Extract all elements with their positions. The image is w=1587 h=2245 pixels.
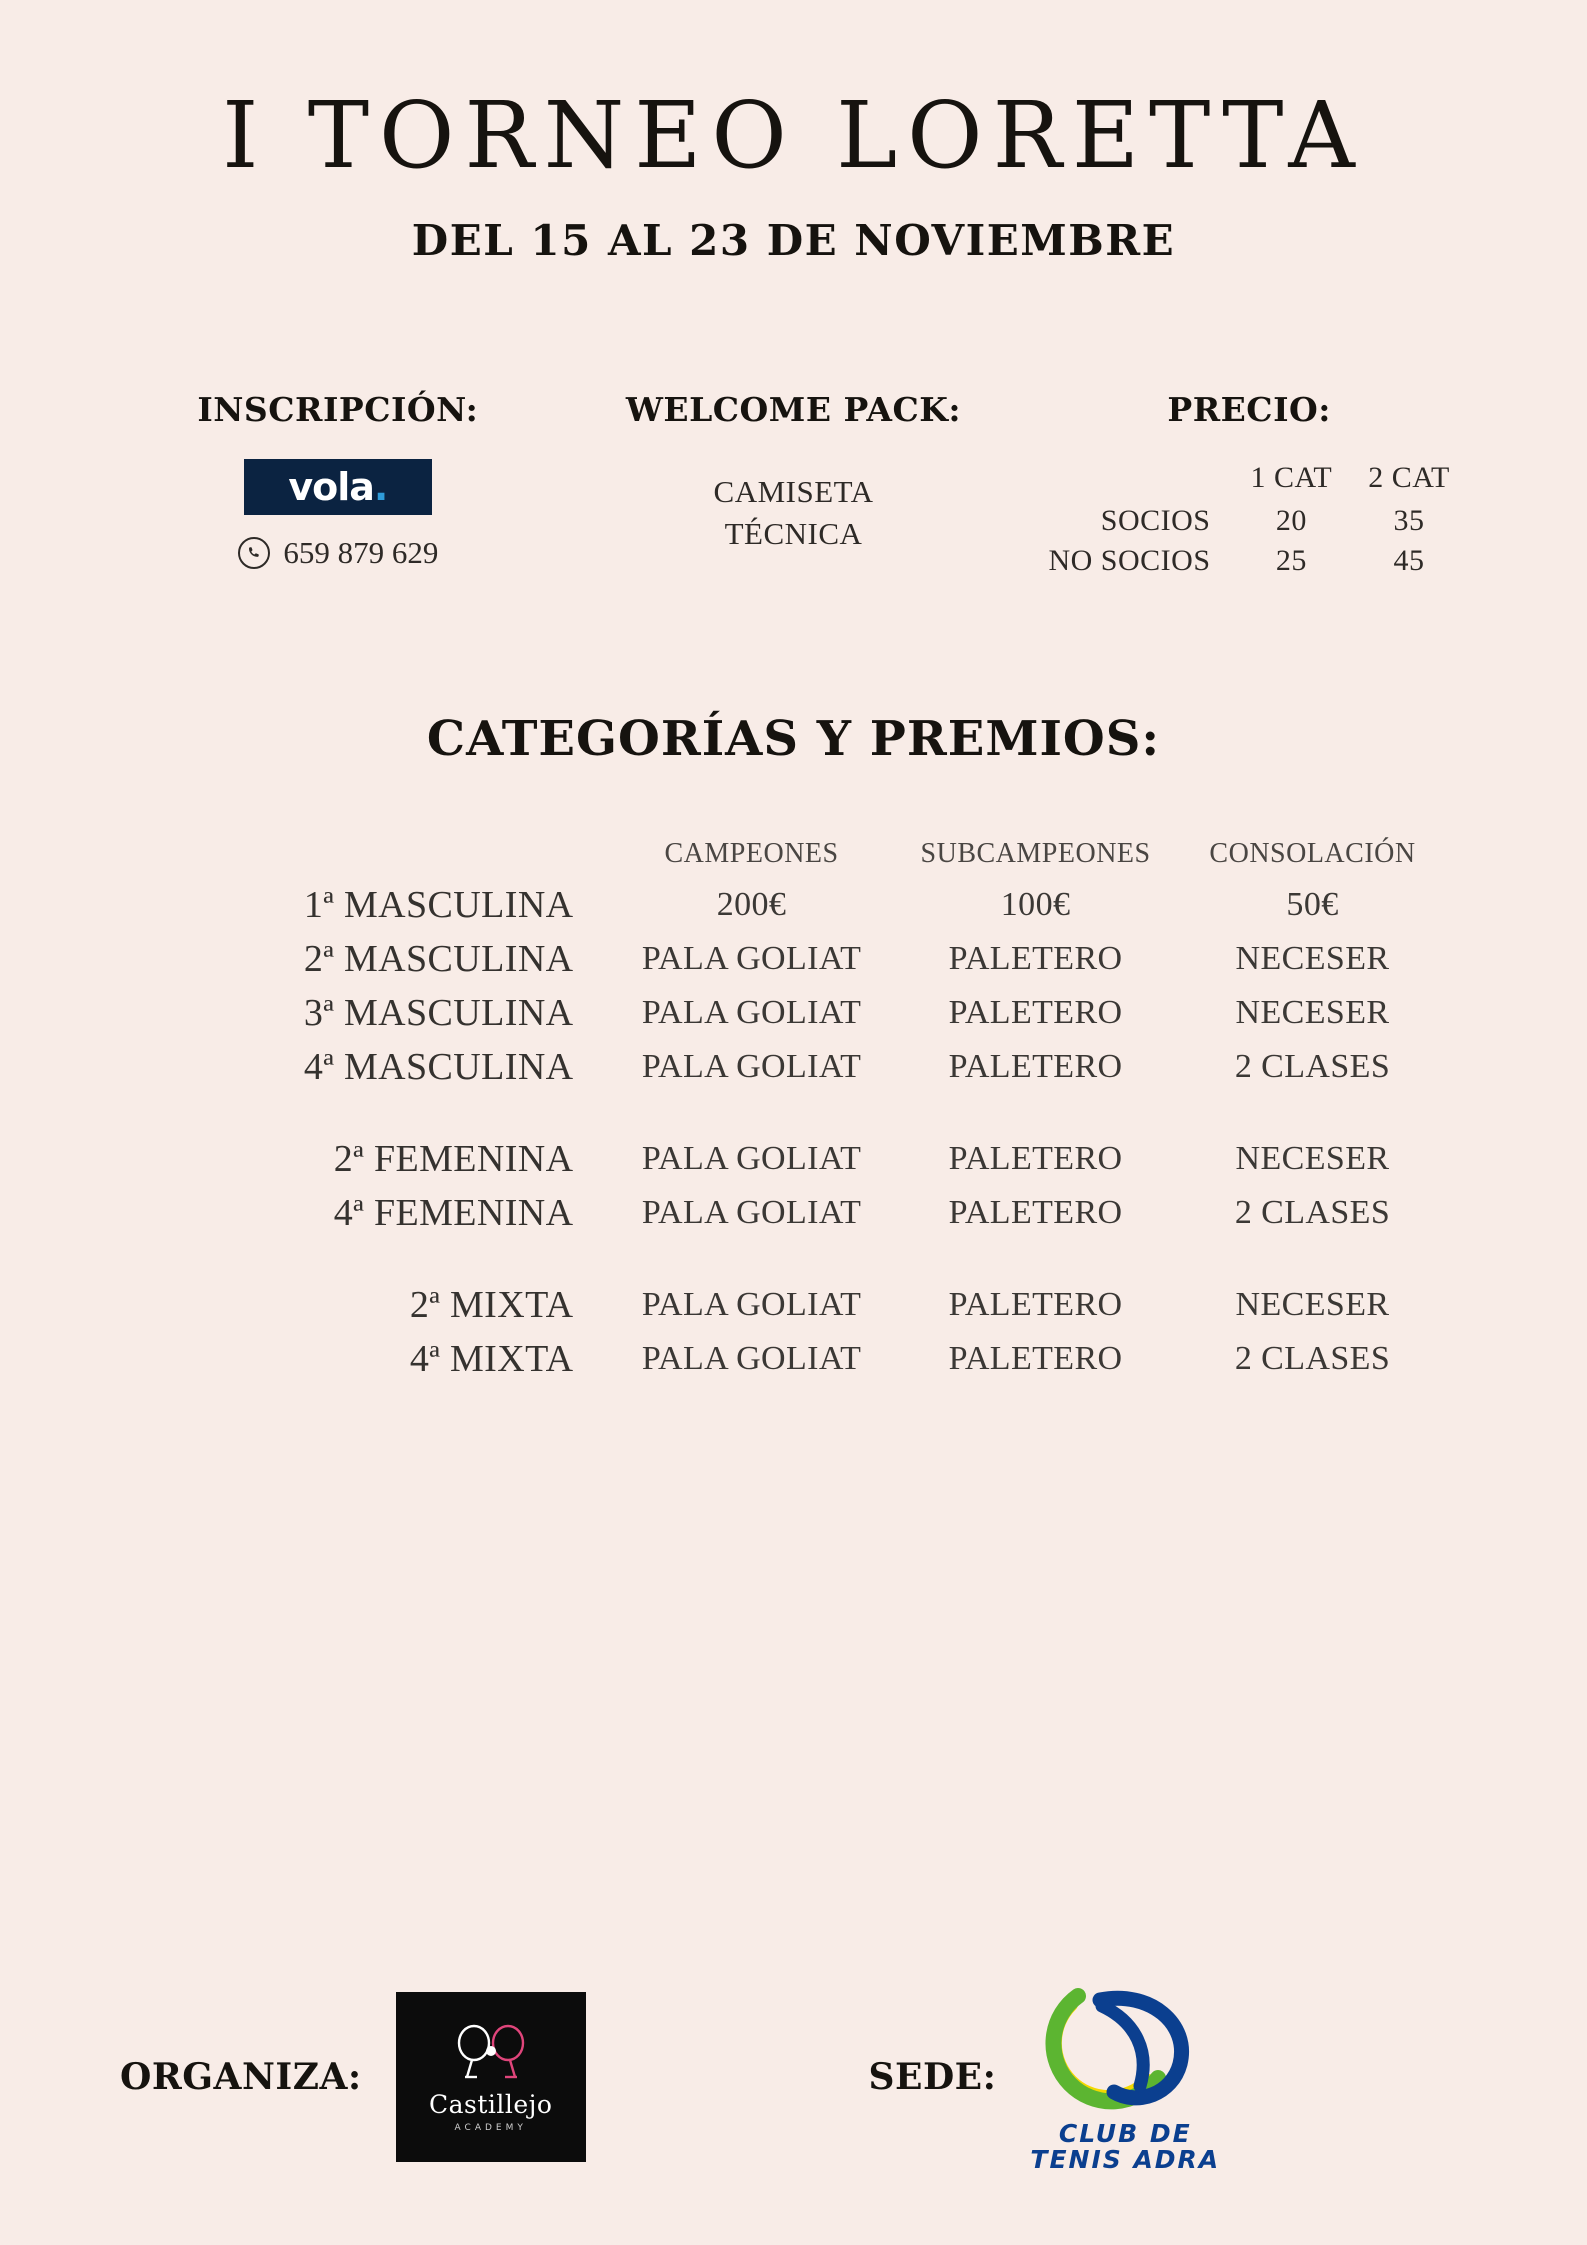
categorias-header-row xyxy=(144,837,1444,878)
precio-heading: PRECIO: xyxy=(1167,390,1331,429)
cta-line1: CLUB DE xyxy=(1058,2118,1192,2148)
prize-consolacion: 50€ xyxy=(1286,886,1339,923)
table-row xyxy=(144,932,1444,986)
price-col-2cat: 2 CAT xyxy=(1368,461,1450,494)
castillejo-logo-sub: ACADEMY xyxy=(454,2123,527,2134)
table-row xyxy=(144,1132,1444,1186)
organiza-group xyxy=(110,1992,729,2162)
price-row-label-socios: SOCIOS xyxy=(1100,504,1211,537)
castillejo-logo xyxy=(396,1992,586,2162)
price-col-1cat: 1 CAT xyxy=(1250,461,1333,494)
inscripcion-heading: INSCRIPCIÓN: xyxy=(197,390,479,429)
club-tenis-adra-logo xyxy=(1030,1982,1220,2174)
price-nosocios-1cat: 25 xyxy=(1275,544,1307,577)
page-title: I TORNEO LORETTA xyxy=(222,82,1365,189)
table-row xyxy=(144,1278,1444,1332)
prize-subcampeones: PALETERO xyxy=(948,940,1123,977)
padel-rackets-icon xyxy=(448,2021,534,2086)
table-row xyxy=(144,1040,1444,1094)
castillejo-logo-name: Castillejo xyxy=(428,2090,553,2120)
price-table xyxy=(1030,461,1467,581)
prize-consolacion: NECESER xyxy=(1235,1286,1390,1323)
price-table-header-row xyxy=(1030,461,1467,501)
vola-logo-dot: . xyxy=(373,465,388,509)
categorias-heading: CATEGORÍAS Y PREMIOS: xyxy=(426,711,1161,767)
col-campeones: CAMPEONES xyxy=(664,838,839,869)
welcome-pack-column xyxy=(566,390,1022,555)
prize-consolacion: NECESER xyxy=(1235,994,1390,1031)
cta-line2: TENIS ADRA xyxy=(1030,2144,1221,2174)
prize-subcampeones: PALETERO xyxy=(948,1140,1123,1177)
category-name: 2ª MIXTA xyxy=(409,1284,574,1326)
category-name: 2ª FEMENINA xyxy=(333,1138,574,1180)
vola-logo[interactable] xyxy=(244,459,432,515)
inscripcion-column xyxy=(110,390,566,571)
welcome-pack-line1: CAMISETA xyxy=(713,474,874,509)
table-row xyxy=(144,986,1444,1040)
vola-logo-word: vola xyxy=(288,465,374,509)
footer xyxy=(0,1982,1587,2174)
col-subcampeones: SUBCAMPEONES xyxy=(920,838,1151,869)
category-name: 4ª FEMENINA xyxy=(333,1192,574,1234)
table-spacer xyxy=(144,1094,1444,1132)
prize-subcampeones: PALETERO xyxy=(948,1194,1123,1231)
phone-number: 659 879 629 xyxy=(283,535,439,570)
sede-group xyxy=(729,1982,1478,2174)
prize-consolacion: NECESER xyxy=(1235,1140,1390,1177)
prize-subcampeones: PALETERO xyxy=(948,994,1123,1031)
category-name: 1ª MASCULINA xyxy=(303,884,574,926)
category-name: 2ª MASCULINA xyxy=(303,938,574,980)
categorias-corner xyxy=(144,837,614,878)
phone-line[interactable] xyxy=(110,535,566,571)
prize-campeones: PALA GOLIAT xyxy=(641,1286,862,1323)
welcome-pack-content xyxy=(566,471,1022,555)
info-row xyxy=(0,390,1587,581)
price-socios-2cat: 35 xyxy=(1393,504,1425,537)
prize-consolacion: 2 CLASES xyxy=(1234,1048,1391,1085)
price-row-label-no-socios: NO SOCIOS xyxy=(1048,544,1211,577)
table-row xyxy=(1030,501,1467,541)
table-row xyxy=(144,1332,1444,1386)
prize-subcampeones: 100€ xyxy=(1000,886,1071,923)
welcome-pack-line2: TÉCNICA xyxy=(724,515,863,551)
welcome-pack-heading: WELCOME PACK: xyxy=(625,390,962,429)
price-table-corner xyxy=(1030,461,1232,501)
table-row xyxy=(144,878,1444,932)
category-name: 3ª MASCULINA xyxy=(303,992,574,1034)
category-name: 4ª MIXTA xyxy=(409,1338,574,1380)
prize-subcampeones: PALETERO xyxy=(948,1286,1123,1323)
prize-consolacion: 2 CLASES xyxy=(1234,1340,1391,1377)
prize-campeones: PALA GOLIAT xyxy=(641,994,862,1031)
sede-label: SEDE: xyxy=(868,2056,997,2099)
prize-campeones: PALA GOLIAT xyxy=(641,940,862,977)
table-row xyxy=(144,1186,1444,1240)
vola-logo-text xyxy=(288,465,387,509)
prize-campeones: 200€ xyxy=(716,886,787,923)
category-name: 4ª MASCULINA xyxy=(303,1046,574,1088)
prize-campeones: PALA GOLIAT xyxy=(641,1340,862,1377)
club-tenis-adra-text xyxy=(1030,2118,1221,2174)
prize-campeones: PALA GOLIAT xyxy=(641,1194,862,1231)
precio-column xyxy=(1021,390,1477,581)
table-spacer xyxy=(144,1240,1444,1278)
prize-campeones: PALA GOLIAT xyxy=(641,1048,862,1085)
prize-subcampeones: PALETERO xyxy=(948,1340,1123,1377)
prize-campeones: PALA GOLIAT xyxy=(641,1140,862,1177)
prize-subcampeones: PALETERO xyxy=(948,1048,1123,1085)
price-socios-1cat: 20 xyxy=(1275,504,1307,537)
price-nosocios-2cat: 45 xyxy=(1393,544,1425,577)
organiza-label: ORGANIZA: xyxy=(120,2056,362,2099)
col-consolacion: CONSOLACIÓN xyxy=(1209,838,1416,869)
whatsapp-icon xyxy=(237,536,271,570)
table-row xyxy=(1030,541,1467,581)
prize-consolacion: 2 CLASES xyxy=(1234,1194,1391,1231)
title-block xyxy=(0,0,1587,265)
page-subtitle: DEL 15 AL 23 DE NOVIEMBRE xyxy=(411,216,1176,265)
prize-consolacion: NECESER xyxy=(1235,940,1390,977)
categorias-table xyxy=(144,837,1444,1386)
tennis-ball-icon xyxy=(1040,1982,1210,2117)
